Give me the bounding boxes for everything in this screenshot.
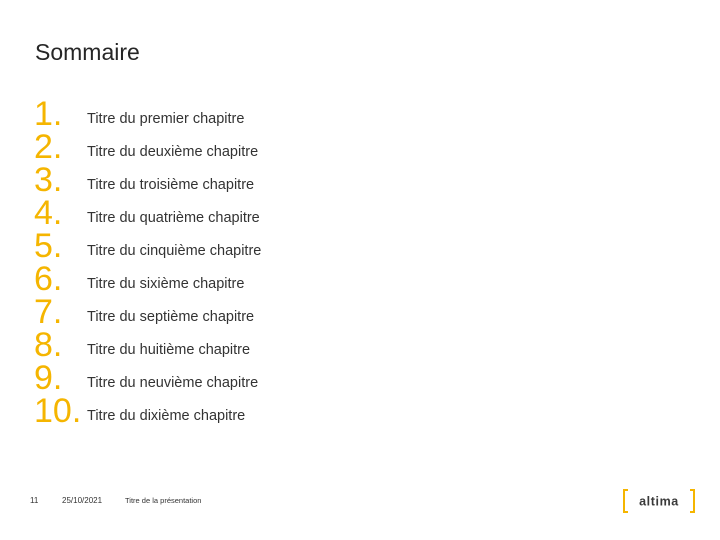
toc-chapter-title: Titre du quatrième chapitre [87,210,260,226]
toc-item-10 [34,392,494,430]
toc-number: 9. [34,359,63,397]
page-title: Sommaire [35,39,140,65]
logo-left-bracket [624,490,628,512]
toc-number: 5. [34,227,63,265]
toc-number: 2. [34,128,63,166]
toc-item-1 [34,95,494,133]
toc-number: 6. [34,260,63,298]
toc-number: 3. [34,161,63,199]
page-number: 11 [30,496,39,505]
toc-number: 7. [34,293,63,331]
footer-date: 25/10/2021 [62,496,103,505]
toc-item-5 [34,227,494,265]
toc-chapter-title: Titre du septième chapitre [87,309,255,325]
toc-chapter-title: Titre du troisième chapitre [87,177,255,193]
altima-logo [622,488,696,514]
footer-presentation-title: Titre de la présentation [125,496,202,505]
toc-chapter-title: Titre du neuvième chapitre [87,375,259,391]
toc-chapter-title: Titre du cinquième chapitre [87,243,262,259]
toc-number: 8. [34,326,63,364]
toc-number: 4. [34,194,63,232]
toc-item-2 [34,128,494,166]
toc-chapter-title: Titre du sixième chapitre [87,276,245,292]
toc-chapter-title: Titre du premier chapitre [87,111,245,127]
toc-item-3 [34,161,494,199]
logo-graphic [622,488,696,514]
toc-item-9 [34,359,494,397]
toc-item-8 [34,326,494,364]
toc-number: 1. [34,95,63,133]
toc-item-7 [34,293,494,331]
table-of-contents [34,95,494,430]
toc-chapter-title: Titre du deuxième chapitre [87,144,259,160]
logo-right-bracket [690,490,694,512]
logo-wordmark: altima [639,494,679,509]
toc-item-6 [34,260,494,298]
toc-chapter-title: Titre du huitième chapitre [87,342,251,358]
toc-item-4 [34,194,494,232]
toc-chapter-title: Titre du dixième chapitre [87,408,246,424]
toc-number: 10. [34,392,82,430]
